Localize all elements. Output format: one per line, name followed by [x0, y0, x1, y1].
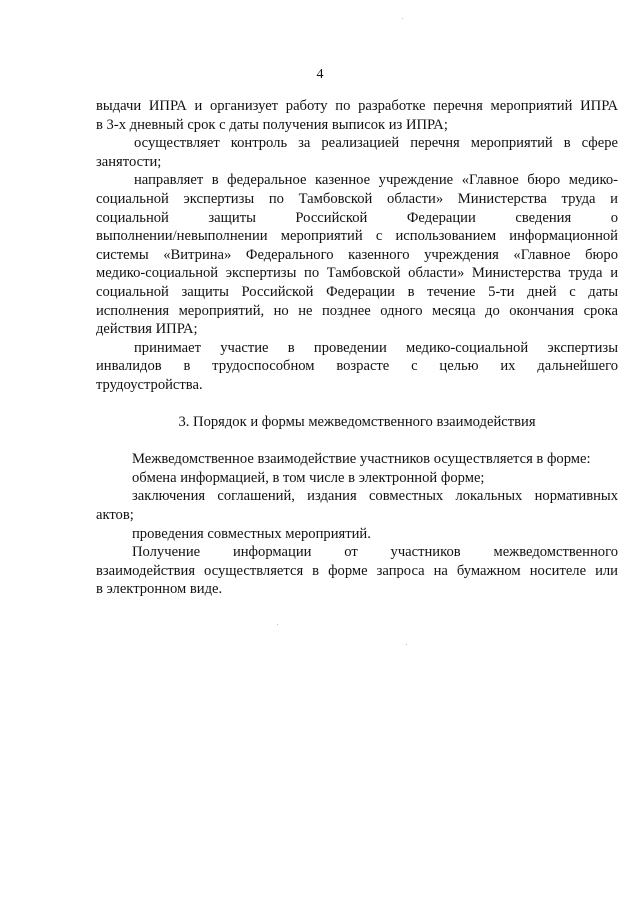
blank-line: [96, 395, 618, 414]
text-line: актов;: [96, 507, 134, 524]
text-line: Получение информации от участников межведомственного: [132, 544, 618, 561]
text-line: медико-социальной экспертизы по Тамбовской области» Министерства труда и: [96, 265, 618, 282]
page-number: 4: [316, 67, 324, 82]
text-line: социальной экспертизы по Тамбовской области» Министерства труда и: [96, 190, 618, 207]
scan-speck: [402, 18, 403, 19]
text-line: обмена информацией, в том числе в электронной форме;: [132, 469, 485, 486]
text-line: осуществляет контроль за реализацией перечня мероприятий в сфере: [134, 135, 618, 152]
text-line: системы «Витрина» Федерального казенного учреждения «Главное бюро: [96, 246, 618, 263]
text-line: проведения совместных мероприятий.: [132, 525, 371, 542]
text-line: Межведомственное взаимодействие участников осуществляется в форме:: [132, 451, 591, 468]
text-line: направляет в федеральное казенное учреждение «Главное бюро медико-: [134, 172, 618, 189]
text-line: занятости;: [96, 153, 162, 170]
section-heading: 3. Порядок и формы межведомственного взаимодействия: [178, 414, 536, 431]
text-line: социальной защиты Российской Федерации в течение 5-ти дней с даты: [96, 283, 618, 300]
blank-line: [96, 432, 618, 451]
scan-speck: [406, 644, 407, 645]
text-line: социальной защиты Российской Федерации сведения о: [96, 209, 618, 226]
text-line: трудоустройства.: [96, 376, 203, 393]
text-line: действия ИПРА;: [96, 321, 198, 338]
text-line: в 3-х дневный срок с даты получения выписок из ИПРА;: [96, 116, 448, 133]
text-line: взаимодействия осуществляется в форме запроса на бумажном носителе или: [96, 562, 618, 579]
text-line: выполнении/невыполнении мероприятий с использованием информационной: [96, 228, 618, 245]
text-line: заключения соглашений, издания совместных локальных нормативных: [132, 488, 618, 505]
text-line: инвалидов в трудоспособном возрасте с целью их дальнейшего: [96, 358, 618, 375]
text-line: принимает участие в проведении медико-социальной экспертизы: [134, 339, 618, 356]
scan-speck: [277, 624, 278, 625]
text-line: исполнения мероприятий, но не позднее одного месяца до окончания срока: [96, 302, 618, 319]
text-line: выдачи ИПРА и организует работу по разработке перечня мероприятий ИПРА: [96, 98, 618, 114]
text-line: в электронном виде.: [96, 581, 223, 598]
document-body: [96, 97, 618, 599]
